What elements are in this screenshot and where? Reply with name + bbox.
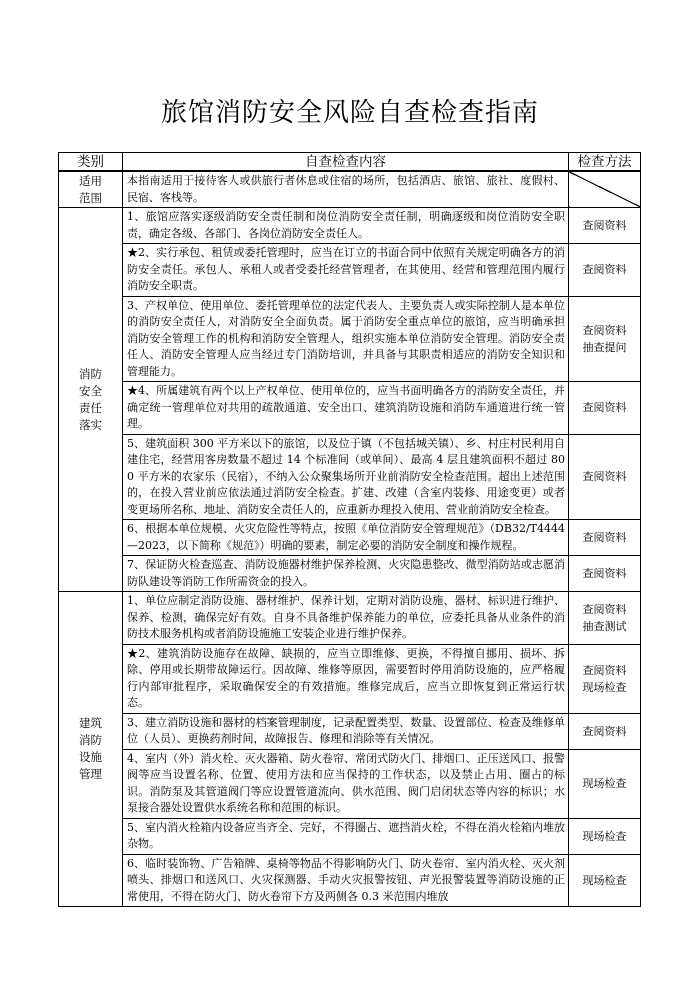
row-content: ★2、建筑消防设施存在故障、缺损的，应当立即维修、更换，不得擅自挪用、损坏、拆除、停用或长期带故障运行。因故障、维修等原因，需要暂时停用消防设施的，应严格履行内部审批程序，采取确保安全的有效措施。维修完成后，应当立即恢复到正常运行状态。: [123, 644, 569, 713]
table-row: [59, 749, 641, 818]
table-row: [59, 818, 641, 854]
table-row: [59, 208, 641, 244]
row-content: 7、保证防火检查巡查、消防设施器材维护保养检测、火灾隐患整改、微型消防站或志愿消防队建设等消防工作所需资金的投入。: [123, 556, 569, 592]
row-method: 查阅资料: [569, 434, 641, 520]
table-row: [59, 520, 641, 556]
scope-method-empty: [569, 171, 641, 208]
table-row: [59, 296, 641, 382]
row-content: 5、建筑面积 300 平方米以下的旅馆，以及位于镇（不包括城关镇）、乡、村庄村民利用自建住宅，经营用客房数量不超过 14 个标准间（或单间）、最高 4 层且建筑面积不超过 800 平方米的农家乐（民宿），不纳入公众聚集场所开业前消防安全检查范围。超出上述范围的，在投入营业前应依法通过消防安全检查。扩建、改建（含室内装修、用途变更）或者变更场所名称、地址、消防安全责任人的，应重新办理投入使用、营业前消防安全检查。: [123, 434, 569, 520]
section-category: 消防安全责任落实: [79, 366, 102, 432]
scope-category-cell: [59, 171, 123, 208]
inspection-table: [58, 152, 641, 907]
table-row: [59, 434, 641, 520]
section-category-cell: [59, 208, 123, 592]
table-row: [59, 644, 641, 713]
row-method: 查阅资料 现场检查: [569, 644, 641, 713]
section-category: 建筑消防设施管理: [79, 716, 102, 781]
row-content: 1、旅馆应落实逐级消防安全责任制和岗位消防安全责任制，明确逐级和岗位消防安全职责，确定各级、各部门、各岗位消防安全责任人。: [123, 208, 569, 244]
row-method: 查阅资料 抽查测试: [569, 592, 641, 645]
row-method: 现场检查: [569, 818, 641, 854]
row-method: 现场检查: [569, 749, 641, 818]
table-row: [59, 556, 641, 592]
row-method: 查阅资料 抽查提问: [569, 296, 641, 382]
row-method: 查阅资料: [569, 713, 641, 749]
row-content: 4、室内（外）消火栓、灭火器箱、防火卷帘、常闭式防火门、排烟口、正压送风口、报警阀等应当设置名称、位置、使用方法和应当保持的工作状态，以及禁止占用、圈占的标识。消防泵及其管道阀门等应设置管道流向、供水范围、阀门启闭状态等内容的标识；水泵接合器处设置供水系统名称和范围的标识。: [123, 749, 569, 818]
row-method: 查阅资料: [569, 382, 641, 435]
header-content: 自查检查内容: [123, 153, 569, 172]
row-method: 查阅资料: [569, 556, 641, 592]
scope-category: 适用范围: [79, 173, 102, 205]
header-category: 类别: [59, 153, 123, 172]
table-header-row: [59, 153, 641, 172]
row-method: 查阅资料: [569, 244, 641, 297]
row-method: 现场检查: [569, 854, 641, 907]
row-content: 3、产权单位、使用单位、委托管理单位的法定代表人、主要负责人或实际控制人是本单位的消防安全责任人，对消防安全全面负责。属于消防安全重点单位的旅馆，应当明确承担消防安全管理工作的机构和消防安全管理人，组织实施本单位消防安全管理。消防安全责任人、消防安全管理人应当经过专门消防培训，并具备与其职责相适应的消防安全知识和管理能力。: [123, 296, 569, 382]
table-row: [59, 854, 641, 907]
row-content: ★2、实行承包、租赁或委托管理时，应当在订立的书面合同中依照有关规定明确各方的消防安全责任。承包人、承租人或者受委托经营管理者，在其使用、经营和管理范围内履行消防安全职责。: [123, 244, 569, 297]
table-row: [59, 713, 641, 749]
table-row: [59, 592, 641, 645]
scope-content: 本指南适用于接待客人或供旅行者休息或住宿的场所，包括酒店、旅馆、旅社、度假村、民宿、客栈等。: [123, 171, 569, 208]
row-content: 6、根据本单位规模、火灾危险性等特点，按照《单位消防安全管理规范》（DB32/T4444—2023，以下简称《规范》）明确的要素，制定必要的消防安全制度和操作规程。: [123, 520, 569, 556]
row-method: 查阅资料: [569, 520, 641, 556]
row-content: 1、单位应制定消防设施、器材维护、保养计划，定期对消防设施、器材、标识进行维护、保养、检测，确保完好有效。自身不具备维护保养能力的单位，应委托具备从业条件的消防技术服务机构或者消防设施施工安装企业进行维护保养。: [123, 592, 569, 645]
scope-row: [59, 171, 641, 208]
row-content: 3、建立消防设施和器材的档案管理制度，记录配置类型、数量、设置部位、检查及维修单位（人员）、更换药剂时间，故障报告、修理和消除等有关情况。: [123, 713, 569, 749]
row-content: 6、临时装饰物、广告箱牌、桌椅等物品不得影响防火门、防火卷帘、室内消火栓、灭火剂喷头、排烟口和送风口、火灾探测器、手动火灾报警按钮、声光报警装置等消防设施的正常使用，不得在防火门、防火卷帘下方及两侧各 0.3 米范围内堆放: [123, 854, 569, 907]
section-category-cell: [59, 592, 123, 907]
row-content: 5、室内消火栓箱内设备应当齐全、完好，不得圈占、遮挡消火栓，不得在消火栓箱内堆放杂物。: [123, 818, 569, 854]
row-method: 查阅资料: [569, 208, 641, 244]
table-row: [59, 382, 641, 435]
row-content: ★4、所属建筑有两个以上产权单位、使用单位的，应当书面明确各方的消防安全责任，并确定统一管理单位对共用的疏散通道、安全出口、建筑消防设施和消防车通道进行统一管理。: [123, 382, 569, 435]
table-row: [59, 244, 641, 297]
page-title: 旅馆消防安全风险自查检查指南: [160, 98, 539, 128]
header-method: 检查方法: [569, 153, 641, 172]
